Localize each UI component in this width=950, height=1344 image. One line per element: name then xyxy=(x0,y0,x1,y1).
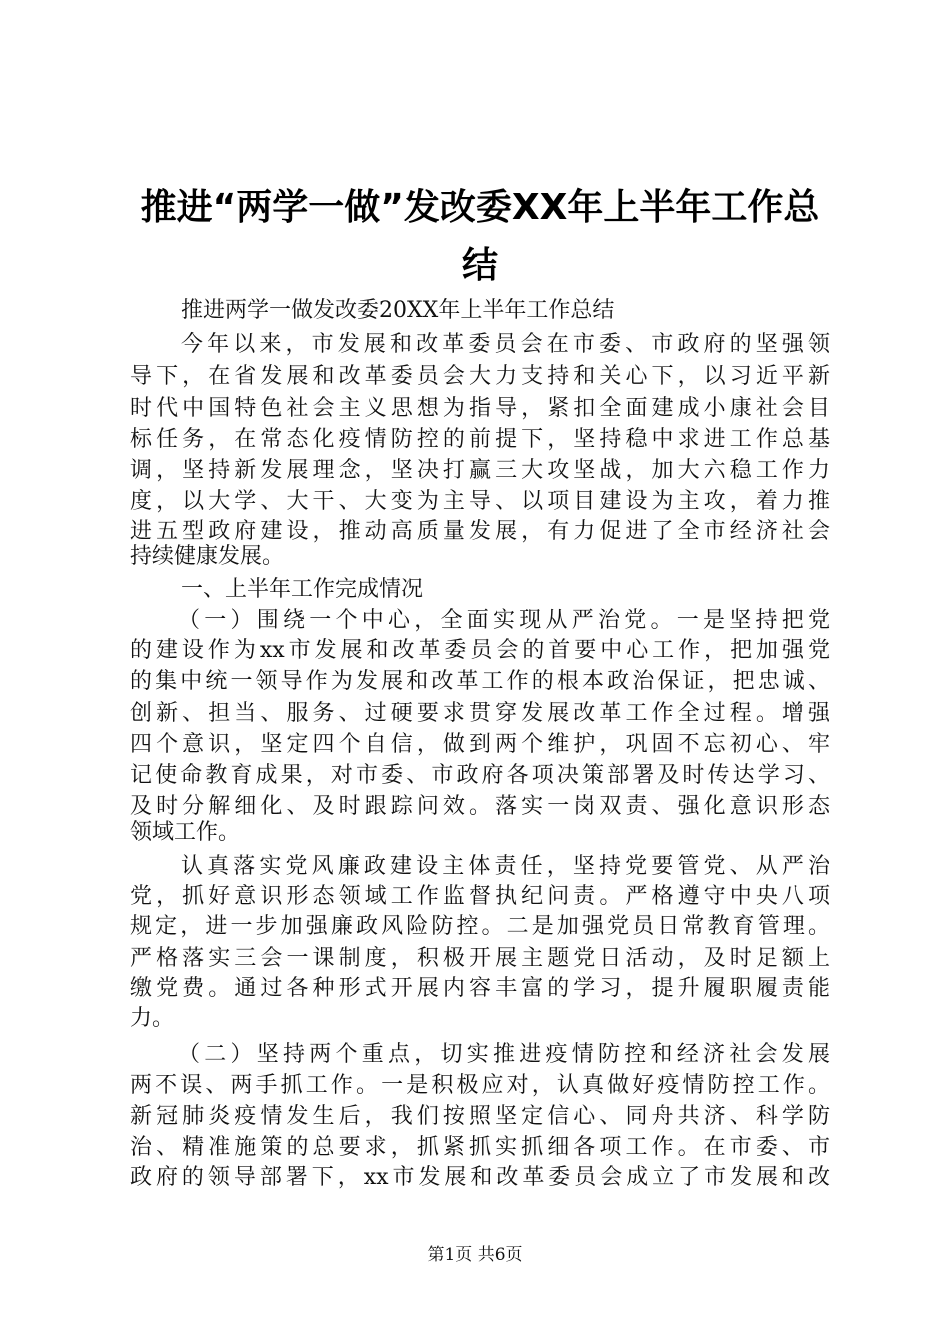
text-line: 四个意识，坚定四个自信，做到两个维护，巩固不忘初心、牢 xyxy=(130,732,830,757)
text-line: 政府的领导部署下，xx市发展和改革委员会成立了市发展和改 xyxy=(130,1165,830,1190)
text-line: 领域工作。 xyxy=(130,820,241,845)
text-line: （二）坚持两个重点，切实推进疫情防控和经济社会发展 xyxy=(178,1042,830,1067)
text-line: 今年以来，市发展和改革委员会在市委、市政府的坚强领 xyxy=(181,332,830,357)
text-line: 治、精准施策的总要求，抓紧抓实抓细各项工作。在市委、市 xyxy=(130,1135,830,1160)
text-line: 新冠肺炎疫情发生后，我们按照坚定信心、同舟共济、科学防 xyxy=(130,1104,830,1129)
text-line: 的建设作为xx市发展和改革委员会的首要中心工作，把加强党 xyxy=(130,638,830,663)
text-line: 度，以大学、大干、大变为主导、以项目建设为主攻，着力推 xyxy=(130,489,830,514)
text-line: 党，抓好意识形态领域工作监督执纪问责。严格遵守中央八项 xyxy=(130,884,830,909)
text-line: 调，坚持新发展理念，坚决打赢三大攻坚战，加大六稳工作力 xyxy=(130,458,830,483)
text-line: 两不误、两手抓工作。一是积极应对，认真做好疫情防控工作。 xyxy=(130,1073,830,1098)
text-line: 力。 xyxy=(130,1006,175,1031)
text-line: 认真落实党风廉政建设主体责任，坚持党要管党、从严治 xyxy=(181,854,830,879)
document-title-line-1: 推进“两学一做”发改委XX年上半年工作总 xyxy=(140,187,820,228)
text-line: 的集中统一领导作为发展和改革工作的根本政治保证，把忠诚、 xyxy=(130,669,830,694)
text-line: 规定，进一步加强廉政风险防控。二是加强党员日常教育管理。 xyxy=(130,914,830,939)
text-line: 标任务，在常态化疫情防控的前提下，坚持稳中求进工作总基 xyxy=(130,427,830,452)
text-line: 及时分解细化、及时跟踪问效。落实一岗双责、强化意识形态 xyxy=(130,794,830,819)
text-line: 严格落实三会一课制度，积极开展主题党日活动，及时足额上 xyxy=(130,946,830,971)
text-line: 缴党费。通过各种形式开展内容丰富的学习，提升履职履责能 xyxy=(130,976,830,1001)
text-line: 推进两学一做发改委20XX年上半年工作总结 xyxy=(181,298,615,323)
page-footer: 第1页 共6页 xyxy=(427,1245,523,1265)
document-title-line-2: 结 xyxy=(461,245,498,286)
text-line: 进五型政府建设，推动高质量发展，有力促进了全市经济社会 xyxy=(130,519,830,544)
text-line: 创新、担当、服务、过硬要求贯穿发展改革工作全过程。增强 xyxy=(130,701,830,726)
text-line: （一）围绕一个中心，全面实现从严治党。一是坚持把党 xyxy=(178,608,830,633)
section-heading: 一、上半年工作完成情况 xyxy=(181,577,424,602)
text-line: 时代中国特色社会主义思想为指导，紧扣全面建成小康社会目 xyxy=(130,396,830,421)
text-line: 记使命教育成果，对市委、市政府各项决策部署及时传达学习、 xyxy=(130,763,830,788)
text-line: 导下，在省发展和改革委员会大力支持和关心下，以习近平新 xyxy=(130,364,830,389)
text-line: 持续健康发展。 xyxy=(130,544,285,569)
